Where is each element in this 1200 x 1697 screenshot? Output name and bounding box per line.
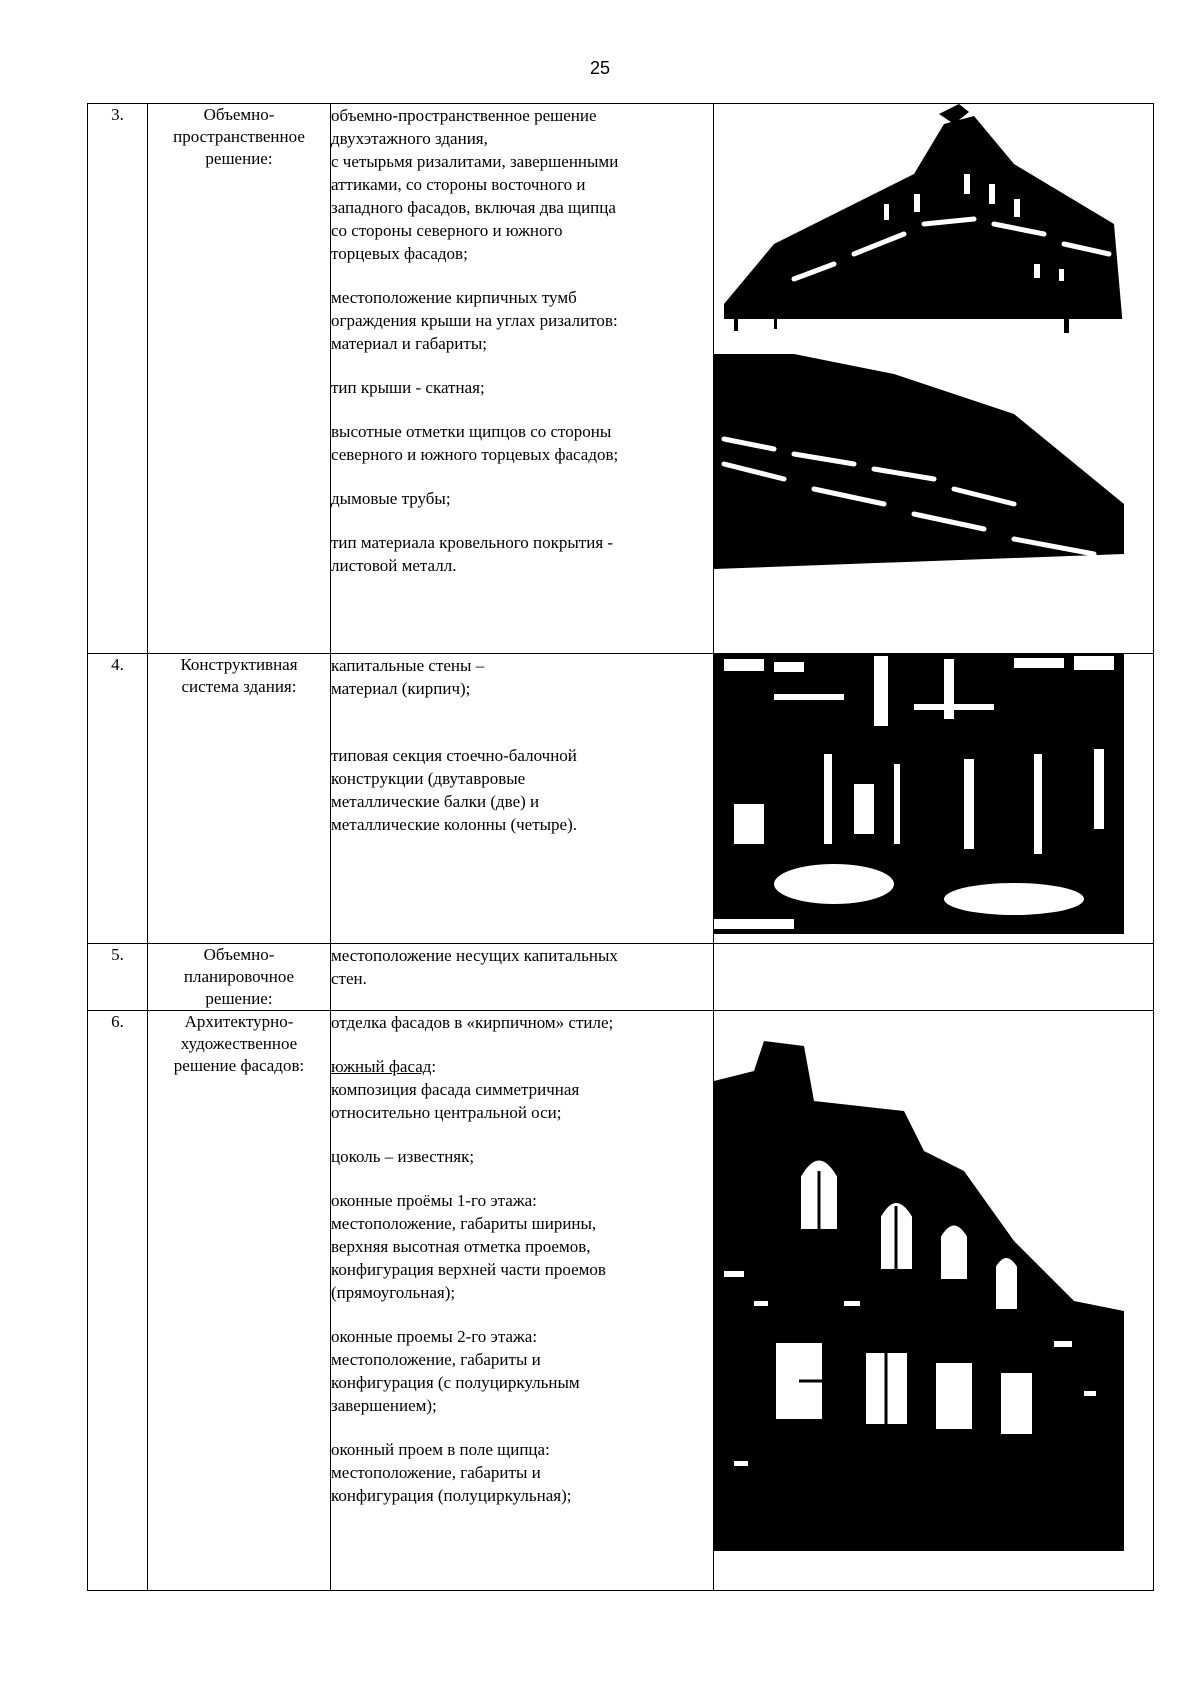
roof-photo-1 [714,104,1124,349]
description-paragraph: композиция фасада симметричная относительно центральной оси; [331,1080,580,1122]
row-name [148,104,331,654]
description-paragraph: дымовые трубы; [331,489,451,508]
page-number: 25 [589,58,611,78]
description-paragraph: тип крыши - скатная; [331,378,485,397]
row-name-text: Объемно- пространственное решение: [173,105,305,168]
south-facade-heading-suffix: : [431,1057,437,1076]
description-paragraph: типовая секция стоечно-балочной конструкции (двутавровые металлические балки (две) и металлические колонны (четыре). [331,746,578,834]
row-name-text: Конструктивная система здания: [180,655,298,696]
monument-features-table [87,103,1154,1591]
south-facade-photo [714,1041,1124,1551]
description-paragraph: отделка фасадов в «кирпичном» стиле; [331,1013,614,1032]
row-description [331,104,714,654]
description-paragraph: местоположение кирпичных тумб ограждения крыши на углах ризалитов: материал и габариты; [331,288,618,353]
photo-cell [714,1011,1154,1591]
description-paragraph: объемно-пространственное решение двухэтажного здания, с четырьмя ризалитами, завершенными аттиками, со стороны восточного и западного фасадов, включая два щипца со стороны северного и южного торцевых фасадов; [331,106,619,263]
row-description [331,944,714,1011]
row-description [331,654,714,944]
description-paragraph: оконные проёмы 1-го этажа: местоположение, габариты ширины, верхняя высотная отметка проемов, конфигурация верхней части проемов (прямоугольная); [331,1191,606,1302]
row-description [331,1011,714,1591]
table-row [88,1011,1154,1591]
description-paragraph: капитальные стены – материал (кирпич); [331,656,485,698]
row-number: 5. [88,944,148,1011]
photo-cell [714,104,1154,654]
description-paragraph: местоположение несущих капитальных стен. [331,946,618,988]
interior-structure-photo [714,654,1124,934]
description-paragraph: оконные проемы 2-го этажа: местоположение, габариты и конфигурация (с полуциркульным завершением); [331,1327,580,1415]
description-paragraph: оконный проем в поле щипца: местоположение, габариты и конфигурация (полуциркульная); [331,1440,572,1505]
table-row [88,944,1154,1011]
row-name [148,1011,331,1591]
section-heading [331,1055,713,1078]
row-number: 4. [88,654,148,944]
table-row [88,104,1154,654]
description-paragraph: тип материала кровельного покрытия - листовой металл. [331,533,614,575]
row-name [148,944,331,1011]
row-name [148,654,331,944]
description-paragraph: высотные отметки щипцов со стороны северного и южного торцевых фасадов; [331,422,619,464]
row-name-text: Объемно- планировочное решение: [183,945,295,1008]
row-name-text: Архитектурно- художественное решение фасадов: [173,1012,305,1075]
roof-photo-2 [714,354,1124,589]
photo-cell [714,654,1154,944]
south-facade-heading: южный фасад [331,1057,432,1076]
row-number: 3. [88,104,148,654]
description-paragraph: цоколь – известняк; [331,1147,475,1166]
row-number: 6. [88,1011,148,1591]
table-row [88,654,1154,944]
photo-cell [714,944,1154,1011]
